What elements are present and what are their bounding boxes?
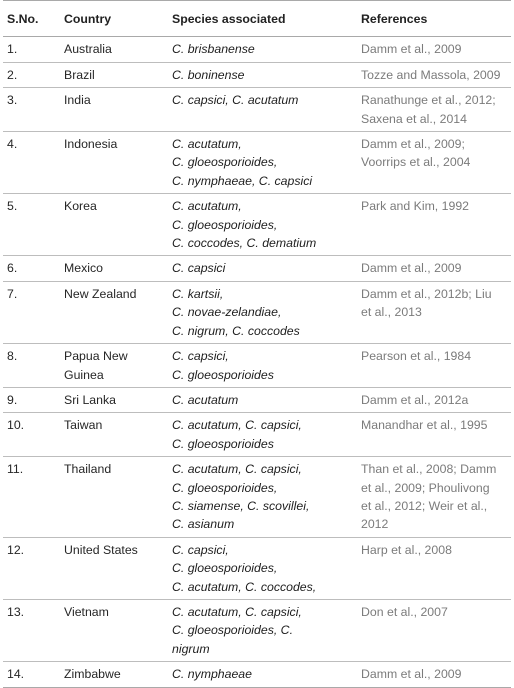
table-row	[3, 37, 511, 62]
species-line: C. asianum	[172, 517, 235, 532]
table-body	[3, 37, 511, 687]
species-line: C. acutatum,	[172, 137, 242, 152]
header-country: Country	[60, 1, 168, 37]
cell-country	[60, 256, 168, 281]
cell-country	[60, 37, 168, 62]
species-line: C. gloeosporioides,	[172, 217, 278, 232]
table-row	[3, 413, 511, 457]
cell-country	[60, 194, 168, 256]
cell-sno: 13.	[3, 599, 60, 661]
reference-line: Pearson et al., 1984	[361, 349, 472, 364]
species-line: C. novae-zelandiae,	[172, 305, 282, 320]
country-line: Papua New	[64, 349, 128, 364]
species-line: C. acutatum	[172, 392, 239, 407]
table-header	[3, 1, 511, 37]
species-line: C. boninense	[172, 67, 245, 82]
species-line: C. gloeosporioides,	[172, 561, 278, 576]
cell-species	[168, 457, 357, 538]
species-line: C. gloeosporioides,	[172, 480, 278, 495]
header-row	[3, 1, 511, 37]
cell-sno: 4.	[3, 132, 60, 194]
reference-line: et al., 2013	[361, 305, 422, 320]
country-line: Taiwan	[64, 418, 103, 433]
country-line: Zimbabwe	[64, 667, 121, 682]
cell-species	[168, 344, 357, 388]
species-line: C. gloeosporioides	[172, 436, 274, 451]
species-line: C. capsici,	[172, 349, 229, 364]
header-sno: S.No.	[3, 1, 60, 37]
reference-line: 2012	[361, 517, 389, 532]
cell-references	[357, 457, 511, 538]
cell-species	[168, 387, 357, 412]
country-line: Indonesia	[64, 137, 118, 152]
cell-sno: 1.	[3, 37, 60, 62]
reference-line: Voorrips et al., 2004	[361, 155, 471, 170]
cell-species	[168, 413, 357, 457]
reference-line: Damm et al., 2009	[361, 42, 462, 57]
cell-species	[168, 194, 357, 256]
header-species: Species associated	[168, 1, 357, 37]
cell-country	[60, 88, 168, 132]
cell-references	[357, 413, 511, 457]
cell-species	[168, 281, 357, 343]
country-line: Mexico	[64, 261, 103, 276]
cell-sno: 14.	[3, 662, 60, 687]
cell-country	[60, 387, 168, 412]
table-row	[3, 88, 511, 132]
country-line: Brazil	[64, 67, 95, 82]
cell-species	[168, 537, 357, 599]
reference-line: Damm et al., 2012b; Liu	[361, 286, 492, 301]
table-row	[3, 387, 511, 412]
country-line: United States	[64, 542, 138, 557]
species-line: C. nigrum, C. coccodes	[172, 323, 300, 338]
species-line: C. nymphaeae, C. capsici	[172, 173, 313, 188]
cell-references	[357, 88, 511, 132]
reference-line: et al., 2012; Weir et al.,	[361, 498, 488, 513]
species-line: C. gloeosporioides	[172, 367, 274, 382]
cell-references	[357, 537, 511, 599]
reference-line: Than et al., 2008; Damm	[361, 462, 497, 477]
reference-line: et al., 2009; Phoulivong	[361, 480, 490, 495]
species-table	[3, 0, 511, 688]
reference-line: Ranathunge et al., 2012;	[361, 93, 496, 108]
table-row	[3, 662, 511, 687]
table-row	[3, 599, 511, 661]
reference-line: Saxena et al., 2014	[361, 111, 467, 126]
country-line: Vietnam	[64, 604, 109, 619]
cell-species	[168, 256, 357, 281]
cell-country	[60, 457, 168, 538]
species-line: C. nymphaeae	[172, 667, 252, 682]
cell-references	[357, 281, 511, 343]
cell-references	[357, 132, 511, 194]
reference-line: Damm et al., 2009	[361, 667, 462, 682]
reference-line: Manandhar et al., 1995	[361, 418, 488, 433]
reference-line: Harp et al., 2008	[361, 542, 452, 557]
table-row	[3, 537, 511, 599]
cell-sno: 12.	[3, 537, 60, 599]
cell-sno: 5.	[3, 194, 60, 256]
cell-sno: 11.	[3, 457, 60, 538]
cell-references	[357, 344, 511, 388]
cell-references	[357, 62, 511, 87]
country-line: Thailand	[64, 462, 112, 477]
cell-species	[168, 132, 357, 194]
species-line: C. brisbanense	[172, 42, 255, 57]
table-row	[3, 132, 511, 194]
reference-line: Don et al., 2007	[361, 604, 448, 619]
species-line: C. gloeosporioides, C.	[172, 623, 293, 638]
species-line: C. acutatum,	[172, 199, 242, 214]
species-line: C. acutatum, C. capsici,	[172, 462, 302, 477]
reference-line: Park and Kim, 1992	[361, 199, 470, 214]
species-line: C. gloeosporioides,	[172, 155, 278, 170]
country-line: Guinea	[64, 367, 104, 382]
cell-country	[60, 62, 168, 87]
cell-country	[60, 662, 168, 687]
table-row	[3, 256, 511, 281]
cell-country	[60, 344, 168, 388]
table-row	[3, 281, 511, 343]
cell-references	[357, 662, 511, 687]
cell-references	[357, 599, 511, 661]
cell-sno: 3.	[3, 88, 60, 132]
cell-country	[60, 132, 168, 194]
species-line: nigrum	[172, 641, 210, 656]
species-line: C. coccodes, C. dematium	[172, 236, 317, 251]
cell-species	[168, 662, 357, 687]
table-row	[3, 194, 511, 256]
species-line: C. capsici,	[172, 542, 229, 557]
country-line: Australia	[64, 42, 112, 57]
reference-line: Damm et al., 2009;	[361, 137, 465, 152]
cell-sno: 10.	[3, 413, 60, 457]
species-line: C. capsici	[172, 261, 226, 276]
cell-sno: 7.	[3, 281, 60, 343]
header-references: References	[357, 1, 511, 37]
species-line: C. acutatum, C. capsici,	[172, 604, 302, 619]
species-line: C. acutatum, C. capsici,	[172, 418, 302, 433]
table-row	[3, 457, 511, 538]
table-row	[3, 344, 511, 388]
cell-species	[168, 88, 357, 132]
country-line: Sri Lanka	[64, 392, 116, 407]
cell-references	[357, 387, 511, 412]
table-row	[3, 62, 511, 87]
cell-sno: 2.	[3, 62, 60, 87]
cell-country	[60, 537, 168, 599]
country-line: Korea	[64, 199, 97, 214]
cell-sno: 8.	[3, 344, 60, 388]
cell-references	[357, 194, 511, 256]
cell-species	[168, 62, 357, 87]
cell-species	[168, 37, 357, 62]
cell-sno: 9.	[3, 387, 60, 412]
country-line: New Zealand	[64, 286, 137, 301]
reference-line: Damm et al., 2009	[361, 261, 462, 276]
species-line: C. acutatum, C. coccodes,	[172, 579, 317, 594]
species-line: C. capsici, C. acutatum	[172, 93, 299, 108]
cell-country	[60, 599, 168, 661]
cell-sno: 6.	[3, 256, 60, 281]
reference-line: Tozze and Massola, 2009	[361, 67, 501, 82]
species-line: C. siamense, C. scovillei,	[172, 498, 310, 513]
cell-references	[357, 37, 511, 62]
reference-line: Damm et al., 2012a	[361, 392, 469, 407]
cell-references	[357, 256, 511, 281]
species-line: C. kartsii,	[172, 286, 224, 301]
cell-country	[60, 281, 168, 343]
country-line: India	[64, 93, 91, 108]
cell-species	[168, 599, 357, 661]
cell-country	[60, 413, 168, 457]
